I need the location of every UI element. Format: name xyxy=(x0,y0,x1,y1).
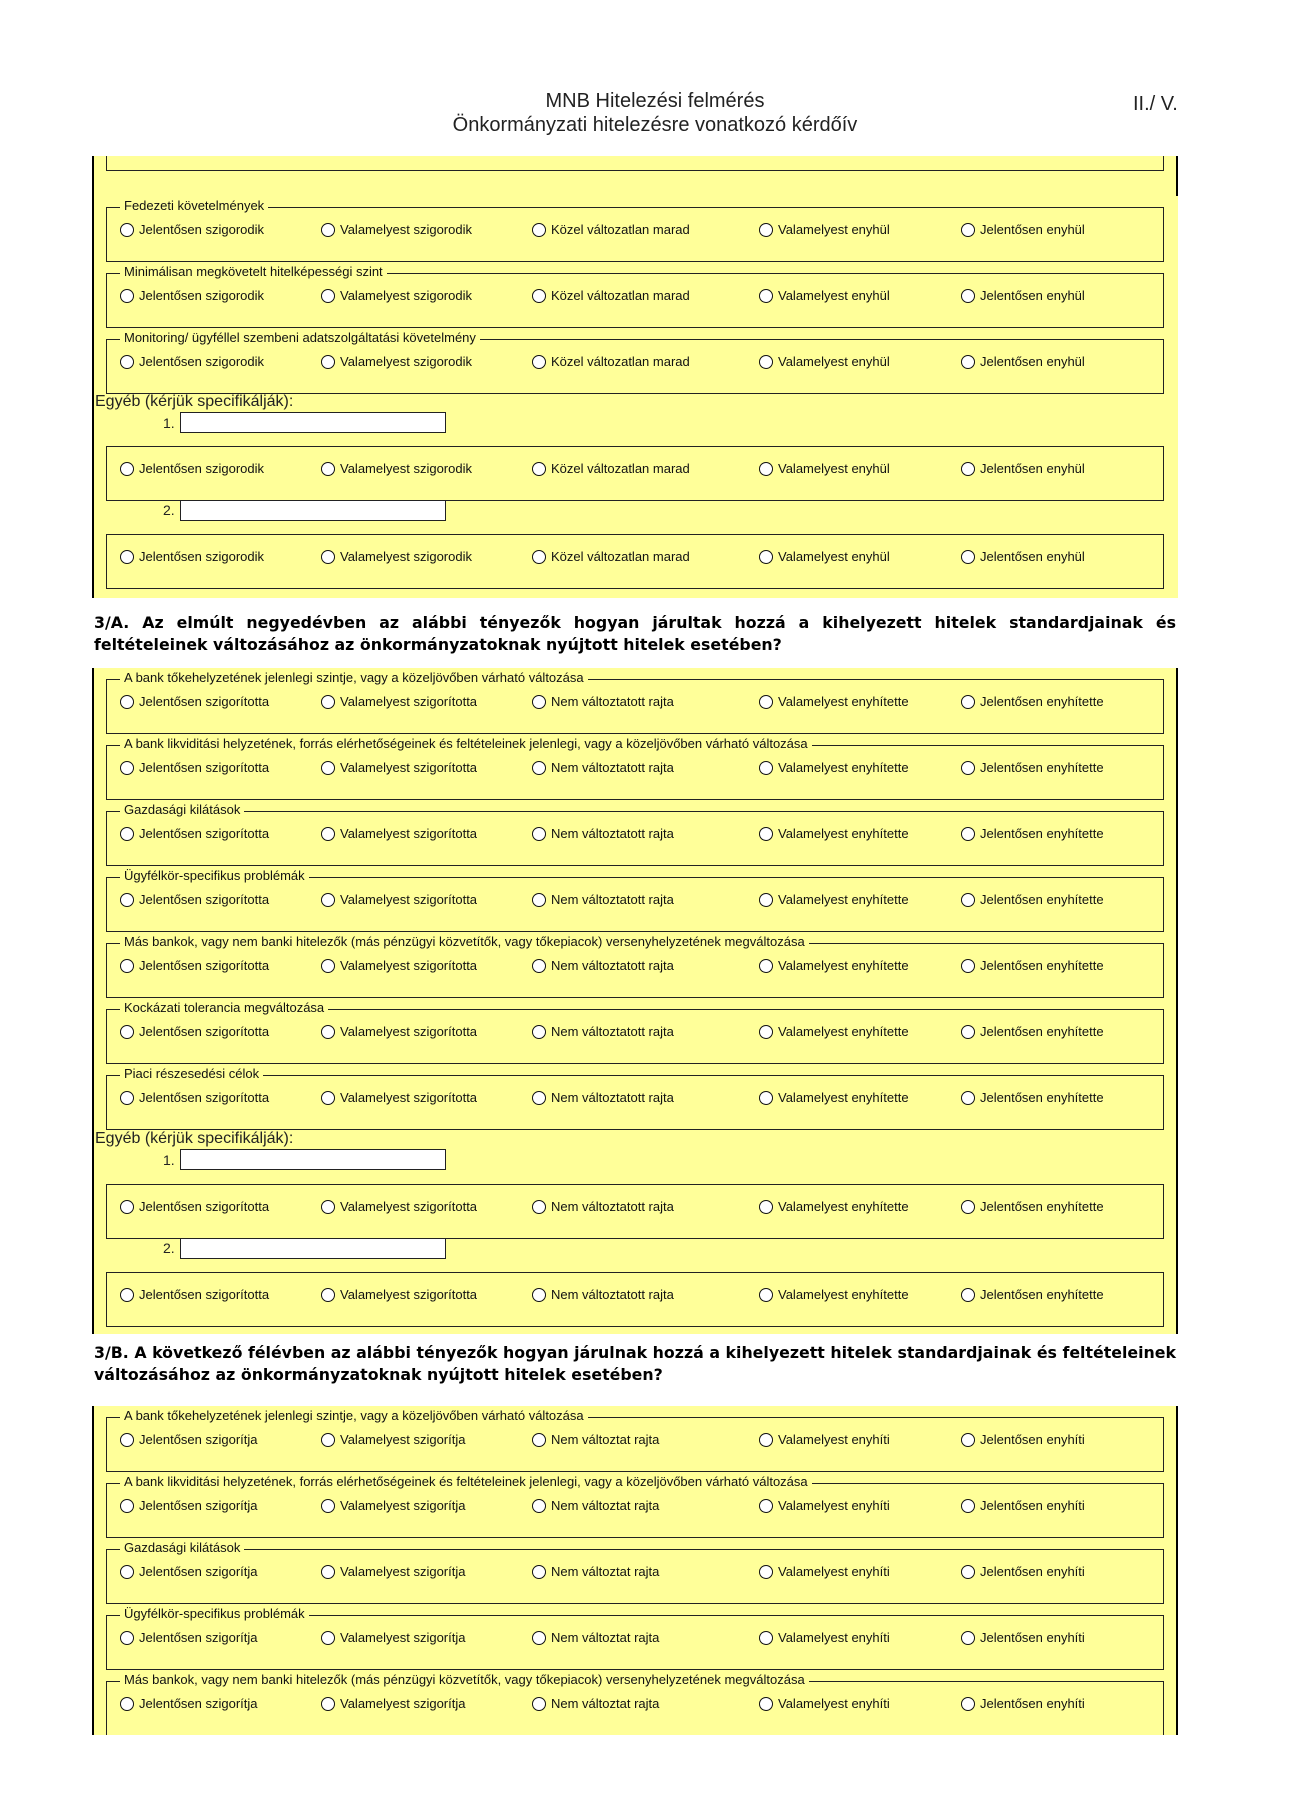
radio-group-3a-1 xyxy=(106,670,1164,734)
radio-option[interactable]: Jelentősen enyhítette xyxy=(961,694,1104,709)
radio-icon[interactable] xyxy=(532,1565,546,1579)
radio-icon[interactable] xyxy=(961,462,975,476)
radio-option[interactable]: Nem változtatott rajta xyxy=(532,1287,674,1302)
radio-option[interactable]: Jelentősen enyhül xyxy=(961,222,1085,237)
radio-option[interactable]: Jelentősen szigorodik xyxy=(120,288,264,303)
radio-group-3b-3 xyxy=(106,1540,1164,1604)
radio-icon[interactable] xyxy=(759,1433,773,1447)
group-label: Kockázati tolerancia megváltozása xyxy=(120,1000,328,1016)
group-label: Gazdasági kilátások xyxy=(120,802,244,818)
radio-option[interactable]: Valamelyest enyhíti xyxy=(759,1498,890,1513)
group-label: Monitoring/ ügyféllel szembeni adatszolgáltatási követelmény xyxy=(120,330,480,346)
radio-group-3a-7 xyxy=(106,1066,1164,1130)
radio-group-3b-5 xyxy=(106,1672,1164,1735)
radio-icon[interactable] xyxy=(321,1499,335,1513)
radio-option[interactable]: Nem változtatott rajta xyxy=(532,958,674,973)
radio-icon[interactable] xyxy=(120,1433,134,1447)
radio-option[interactable]: Jelentősen szigorította xyxy=(120,958,269,973)
radio-icon[interactable] xyxy=(759,1631,773,1645)
radio-group-3a-2 xyxy=(106,736,1164,800)
radio-icon[interactable] xyxy=(532,761,546,775)
radio-option[interactable]: Valamelyest enyhíti xyxy=(759,1432,890,1447)
radio-option[interactable]: Jelentősen enyhül xyxy=(961,354,1085,369)
radio-icon[interactable] xyxy=(120,289,134,303)
radio-icon[interactable] xyxy=(759,959,773,973)
radio-icon[interactable] xyxy=(120,1499,134,1513)
radio-icon[interactable] xyxy=(759,462,773,476)
other-number: 1. xyxy=(163,1152,175,1168)
radio-icon[interactable] xyxy=(532,1025,546,1039)
radio-option[interactable]: Valamelyest enyhítette xyxy=(759,958,909,973)
radio-option[interactable]: Valamelyest enyhítette xyxy=(759,826,909,841)
radio-icon[interactable] xyxy=(759,1200,773,1214)
radio-icon[interactable] xyxy=(961,289,975,303)
radio-option[interactable]: Jelentősen enyhítette xyxy=(961,958,1104,973)
radio-option[interactable]: Közel változatlan marad xyxy=(532,549,690,564)
radio-option[interactable]: Valamelyest szigorítja xyxy=(321,1696,465,1711)
radio-option[interactable]: Jelentősen szigorította xyxy=(120,694,269,709)
radio-group-clipped xyxy=(106,156,1164,171)
radio-option[interactable]: Jelentősen szigorodik xyxy=(120,461,264,476)
other-input-3a-1[interactable] xyxy=(180,1149,446,1170)
radio-option[interactable]: Jelentősen enyhítette xyxy=(961,892,1104,907)
other-label: Egyéb (kérjük specifikálják): xyxy=(95,393,294,410)
radio-option[interactable]: Közel változatlan marad xyxy=(532,288,690,303)
radio-icon[interactable] xyxy=(120,223,134,237)
radio-option[interactable]: Jelentősen enyhítette xyxy=(961,1199,1104,1214)
section3a-border-right xyxy=(1176,668,1178,1334)
radio-icon[interactable] xyxy=(961,1091,975,1105)
radio-option[interactable]: Nem változtatott rajta xyxy=(532,1024,674,1039)
radio-icon[interactable] xyxy=(759,1499,773,1513)
radio-icon[interactable] xyxy=(120,1565,134,1579)
other-input-3a-2[interactable] xyxy=(180,1238,446,1259)
radio-option[interactable]: Valamelyest enyhítette xyxy=(759,1287,909,1302)
group-label: A bank likviditási helyzetének, forrás elérhetőségeinek és feltételeinek jelenlegi, vagy a közeljövőben várható változása xyxy=(120,736,812,752)
radio-icon[interactable] xyxy=(759,223,773,237)
radio-icon[interactable] xyxy=(961,959,975,973)
other-number: 2. xyxy=(163,1240,175,1256)
radio-icon[interactable] xyxy=(532,695,546,709)
group-label: Ügyfélkör-specifikus problémák xyxy=(120,868,309,884)
radio-icon[interactable] xyxy=(961,1433,975,1447)
radio-group-3a-other-1 xyxy=(106,1184,1164,1239)
radio-icon[interactable] xyxy=(321,550,335,564)
radio-option[interactable]: Jelentősen szigorodik xyxy=(120,354,264,369)
radio-icon[interactable] xyxy=(321,761,335,775)
radio-option[interactable]: Valamelyest szigorodik xyxy=(321,354,472,369)
radio-option[interactable]: Közel változatlan marad xyxy=(532,461,690,476)
radio-option[interactable]: Valamelyest szigorodik xyxy=(321,461,472,476)
radio-option[interactable]: Valamelyest szigorította xyxy=(321,892,477,907)
radio-icon[interactable] xyxy=(321,893,335,907)
radio-group-3a-other-2 xyxy=(106,1272,1164,1327)
survey-subtitle: Önkormányzati hitelezésre vonatkozó kérdőív xyxy=(452,114,858,136)
radio-icon[interactable] xyxy=(532,550,546,564)
radio-icon[interactable] xyxy=(321,289,335,303)
radio-option[interactable]: Valamelyest enyhítette xyxy=(759,1024,909,1039)
radio-icon[interactable] xyxy=(759,1091,773,1105)
radio-option[interactable]: Jelentősen enyhül xyxy=(961,461,1085,476)
radio-option[interactable]: Valamelyest szigorítja xyxy=(321,1564,465,1579)
radio-icon[interactable] xyxy=(532,1288,546,1302)
radio-icon[interactable] xyxy=(759,761,773,775)
radio-option[interactable]: Valamelyest enyhítette xyxy=(759,694,909,709)
radio-option[interactable]: Valamelyest enyhíti xyxy=(759,1630,890,1645)
radio-option[interactable]: Nem változtat rajta xyxy=(532,1630,659,1645)
group-label: Minimálisan megkövetelt hitelképességi szint xyxy=(120,264,387,280)
radio-option[interactable]: Jelentősen enyhíti xyxy=(961,1696,1085,1711)
radio-option[interactable]: Jelentősen szigorítja xyxy=(120,1432,258,1447)
group-label: Más bankok, vagy nem banki hitelezők (más pénzügyi közvetítők, vagy tőkepiacok) versenyhelyzetének megváltozása xyxy=(120,1672,809,1688)
radio-icon[interactable] xyxy=(120,959,134,973)
group-label: Ügyfélkör-specifikus problémák xyxy=(120,1606,309,1622)
radio-icon[interactable] xyxy=(120,1697,134,1711)
other-input-2[interactable] xyxy=(180,500,446,521)
radio-group-3a-6 xyxy=(106,1000,1164,1064)
radio-option[interactable]: Jelentősen szigorítja xyxy=(120,1696,258,1711)
group-label: Piaci részesedési célok xyxy=(120,1066,263,1082)
radio-icon[interactable] xyxy=(961,223,975,237)
radio-option[interactable]: Jelentősen szigorította xyxy=(120,1199,269,1214)
radio-icon[interactable] xyxy=(532,893,546,907)
radio-option[interactable]: Jelentősen szigorítja xyxy=(120,1498,258,1513)
other-number: 2. xyxy=(163,502,175,518)
radio-icon[interactable] xyxy=(532,959,546,973)
radio-icon[interactable] xyxy=(532,1433,546,1447)
radio-icon[interactable] xyxy=(961,1025,975,1039)
survey-title: MNB Hitelezési felmérés xyxy=(545,90,765,112)
group-label: Fedezeti követelmények xyxy=(120,198,268,214)
radio-icon[interactable] xyxy=(321,1025,335,1039)
radio-group-hitelkepesseg xyxy=(106,264,1164,328)
radio-icon[interactable] xyxy=(120,1288,134,1302)
radio-option[interactable]: Valamelyest enyhül xyxy=(759,288,890,303)
radio-group-monitoring xyxy=(106,330,1164,394)
radio-icon[interactable] xyxy=(961,761,975,775)
clipped-row xyxy=(106,156,1164,173)
radio-option[interactable]: Jelentősen szigorította xyxy=(120,1090,269,1105)
radio-group-3b-2 xyxy=(106,1474,1164,1538)
radio-icon[interactable] xyxy=(321,959,335,973)
radio-icon[interactable] xyxy=(532,827,546,841)
radio-icon[interactable] xyxy=(532,1697,546,1711)
radio-option[interactable]: Jelentősen szigorította xyxy=(120,1024,269,1039)
radio-icon[interactable] xyxy=(321,355,335,369)
radio-icon[interactable] xyxy=(961,1697,975,1711)
radio-icon[interactable] xyxy=(759,1697,773,1711)
section2-border-right xyxy=(1176,156,1178,196)
radio-icon[interactable] xyxy=(321,1565,335,1579)
other-label: Egyéb (kérjük specifikálják): xyxy=(95,1130,294,1147)
radio-icon[interactable] xyxy=(961,827,975,841)
radio-option[interactable]: Valamelyest szigorodik xyxy=(321,288,472,303)
radio-icon[interactable] xyxy=(532,289,546,303)
radio-option[interactable]: Valamelyest szigorítja xyxy=(321,1630,465,1645)
radio-option[interactable]: Valamelyest enyhítette xyxy=(759,760,909,775)
radio-icon[interactable] xyxy=(759,1288,773,1302)
radio-icon[interactable] xyxy=(321,223,335,237)
radio-icon[interactable] xyxy=(532,1499,546,1513)
radio-option[interactable]: Valamelyest szigorította xyxy=(321,958,477,973)
radio-group-3b-4 xyxy=(106,1606,1164,1670)
radio-icon[interactable] xyxy=(759,893,773,907)
radio-icon[interactable] xyxy=(532,355,546,369)
radio-group-3a-3 xyxy=(106,802,1164,866)
radio-option[interactable]: Nem változtat rajta xyxy=(532,1564,659,1579)
radio-icon[interactable] xyxy=(120,1091,134,1105)
radio-group-3b-1 xyxy=(106,1408,1164,1472)
radio-option[interactable]: Valamelyest enyhül xyxy=(759,222,890,237)
radio-option[interactable]: Jelentősen enyhíti xyxy=(961,1432,1085,1447)
radio-option[interactable]: Nem változtatott rajta xyxy=(532,1090,674,1105)
radio-icon[interactable] xyxy=(120,1025,134,1039)
radio-icon[interactable] xyxy=(759,695,773,709)
radio-option[interactable]: Közel változatlan marad xyxy=(532,222,690,237)
radio-icon[interactable] xyxy=(120,355,134,369)
radio-icon[interactable] xyxy=(321,1433,335,1447)
radio-icon[interactable] xyxy=(759,827,773,841)
radio-icon[interactable] xyxy=(532,1200,546,1214)
radio-option[interactable]: Valamelyest szigorította xyxy=(321,1199,477,1214)
radio-option[interactable]: Nem változtatott rajta xyxy=(532,892,674,907)
radio-icon[interactable] xyxy=(120,550,134,564)
radio-group-3a-4 xyxy=(106,868,1164,932)
other-number: 1. xyxy=(163,415,175,431)
radio-icon[interactable] xyxy=(961,1200,975,1214)
radio-group-fedezeti xyxy=(106,198,1164,262)
radio-icon[interactable] xyxy=(532,1091,546,1105)
radio-icon[interactable] xyxy=(321,1091,335,1105)
radio-option[interactable]: Valamelyest szigorítja xyxy=(321,1432,465,1447)
radio-option[interactable]: Jelentősen szigorodik xyxy=(120,549,264,564)
radio-icon[interactable] xyxy=(532,462,546,476)
group-label: A bank tőkehelyzetének jelenlegi szintje, vagy a közeljövőben várható változása xyxy=(120,670,588,686)
radio-icon[interactable] xyxy=(532,223,546,237)
radio-option[interactable]: Közel változatlan marad xyxy=(532,354,690,369)
radio-icon[interactable] xyxy=(759,355,773,369)
radio-option[interactable]: Jelentősen enyhítette xyxy=(961,1090,1104,1105)
radio-group-other-2 xyxy=(106,534,1164,589)
radio-option[interactable]: Jelentősen szigorította xyxy=(120,760,269,775)
radio-option[interactable]: Valamelyest enyhül xyxy=(759,549,890,564)
radio-option[interactable]: Jelentősen szigorította xyxy=(120,826,269,841)
radio-icon[interactable] xyxy=(321,1697,335,1711)
question-3b: 3/B. A következő félévben az alábbi tényezők hogyan járulnak hozzá a kihelyezett hitelek standardjainak és feltételeinek változásához az önkormányzatoknak nyújtott hitelek esetében? xyxy=(94,1343,1176,1384)
radio-option[interactable]: Valamelyest szigorította xyxy=(321,694,477,709)
section2-border-left xyxy=(92,156,94,598)
radio-option[interactable]: Jelentősen szigorította xyxy=(120,892,269,907)
radio-icon[interactable] xyxy=(759,550,773,564)
radio-icon[interactable] xyxy=(321,462,335,476)
radio-option[interactable]: Jelentősen enyhíti xyxy=(961,1564,1085,1579)
radio-group-other-1 xyxy=(106,446,1164,501)
radio-option[interactable]: Valamelyest enyhíti xyxy=(759,1696,890,1711)
radio-icon[interactable] xyxy=(961,550,975,564)
radio-option[interactable]: Jelentősen enyhül xyxy=(961,288,1085,303)
radio-icon[interactable] xyxy=(961,893,975,907)
radio-option[interactable]: Valamelyest szigorodik xyxy=(321,549,472,564)
radio-icon[interactable] xyxy=(120,695,134,709)
radio-option[interactable]: Jelentősen szigorodik xyxy=(120,222,264,237)
radio-icon[interactable] xyxy=(321,695,335,709)
radio-icon[interactable] xyxy=(120,893,134,907)
radio-option[interactable]: Valamelyest enyhíti xyxy=(759,1564,890,1579)
radio-option[interactable]: Jelentősen enyhítette xyxy=(961,1287,1104,1302)
radio-option[interactable]: Valamelyest szigorította xyxy=(321,1090,477,1105)
radio-option[interactable]: Jelentősen szigorította xyxy=(120,1287,269,1302)
radio-option[interactable]: Nem változtatott rajta xyxy=(532,1199,674,1214)
radio-option[interactable]: Jelentősen szigorítja xyxy=(120,1630,258,1645)
other-input-1[interactable] xyxy=(180,412,446,433)
radio-option[interactable]: Valamelyest enyhül xyxy=(759,461,890,476)
radio-icon[interactable] xyxy=(321,1631,335,1645)
radio-option[interactable]: Valamelyest szigorította xyxy=(321,1287,477,1302)
radio-icon[interactable] xyxy=(961,1499,975,1513)
radio-icon[interactable] xyxy=(961,355,975,369)
radio-option[interactable]: Valamelyest szigorítja xyxy=(321,1498,465,1513)
radio-icon[interactable] xyxy=(961,1631,975,1645)
group-label: A bank tőkehelyzetének jelenlegi szintje, vagy a közeljövőben várható változása xyxy=(120,1408,588,1424)
radio-icon[interactable] xyxy=(321,827,335,841)
radio-option[interactable]: Valamelyest enyhül xyxy=(759,354,890,369)
radio-option[interactable]: Nem változtat rajta xyxy=(532,1432,659,1447)
radio-group-3a-5 xyxy=(106,934,1164,998)
radio-option[interactable]: Nem változtatott rajta xyxy=(532,826,674,841)
radio-option[interactable]: Valamelyest enyhítette xyxy=(759,892,909,907)
radio-option[interactable]: Jelentősen enyhíti xyxy=(961,1630,1085,1645)
radio-option[interactable]: Nem változtatott rajta xyxy=(532,694,674,709)
radio-option[interactable]: Valamelyest szigorodik xyxy=(321,222,472,237)
radio-option[interactable]: Nem változtatott rajta xyxy=(532,760,674,775)
radio-icon[interactable] xyxy=(961,1565,975,1579)
radio-option[interactable]: Jelentősen enyhítette xyxy=(961,826,1104,841)
group-label: A bank likviditási helyzetének, forrás elérhetőségeinek és feltételeinek jelenlegi, vagy a közeljövőben várható változása xyxy=(120,1474,812,1490)
radio-icon[interactable] xyxy=(120,1200,134,1214)
radio-option[interactable]: Valamelyest szigorította xyxy=(321,760,477,775)
section3b-border-right xyxy=(1176,1406,1178,1735)
question-3a: 3/A. Az elmúlt negyedévben az alábbi tényezők hogyan járultak hozzá a kihelyezett hitelek standardjainak és feltételeinek változásához az önkormányzatoknak nyújtott hitelek esetében? xyxy=(94,613,1176,654)
page-number: II./ V. xyxy=(1133,93,1178,115)
radio-icon[interactable] xyxy=(120,761,134,775)
radio-icon[interactable] xyxy=(961,1288,975,1302)
radio-option[interactable]: Jelentősen enyhítette xyxy=(961,760,1104,775)
radio-icon[interactable] xyxy=(961,695,975,709)
group-label: Más bankok, vagy nem banki hitelezők (más pénzügyi közvetítők, vagy tőkepiacok) versenyhelyzetének megváltozása xyxy=(120,934,809,950)
group-label: Gazdasági kilátások xyxy=(120,1540,244,1556)
radio-option[interactable]: Valamelyest szigorította xyxy=(321,1024,477,1039)
radio-option[interactable]: Nem változtat rajta xyxy=(532,1696,659,1711)
radio-option[interactable]: Jelentősen enyhíti xyxy=(961,1498,1085,1513)
radio-icon[interactable] xyxy=(120,827,134,841)
radio-option[interactable]: Valamelyest enyhítette xyxy=(759,1090,909,1105)
radio-icon[interactable] xyxy=(759,1565,773,1579)
radio-icon[interactable] xyxy=(759,289,773,303)
radio-option[interactable]: Jelentősen enyhül xyxy=(961,549,1085,564)
radio-icon[interactable] xyxy=(321,1200,335,1214)
radio-icon[interactable] xyxy=(532,1631,546,1645)
radio-icon[interactable] xyxy=(759,1025,773,1039)
radio-option[interactable]: Nem változtat rajta xyxy=(532,1498,659,1513)
radio-option[interactable]: Jelentősen szigorítja xyxy=(120,1564,258,1579)
section3b-border-left xyxy=(92,1406,94,1735)
radio-option[interactable]: Jelentősen enyhítette xyxy=(961,1024,1104,1039)
radio-icon[interactable] xyxy=(120,1631,134,1645)
radio-option[interactable]: Valamelyest szigorította xyxy=(321,826,477,841)
radio-icon[interactable] xyxy=(120,462,134,476)
radio-option[interactable]: Valamelyest enyhítette xyxy=(759,1199,909,1214)
section3a-border-left xyxy=(92,668,94,1334)
radio-icon[interactable] xyxy=(321,1288,335,1302)
